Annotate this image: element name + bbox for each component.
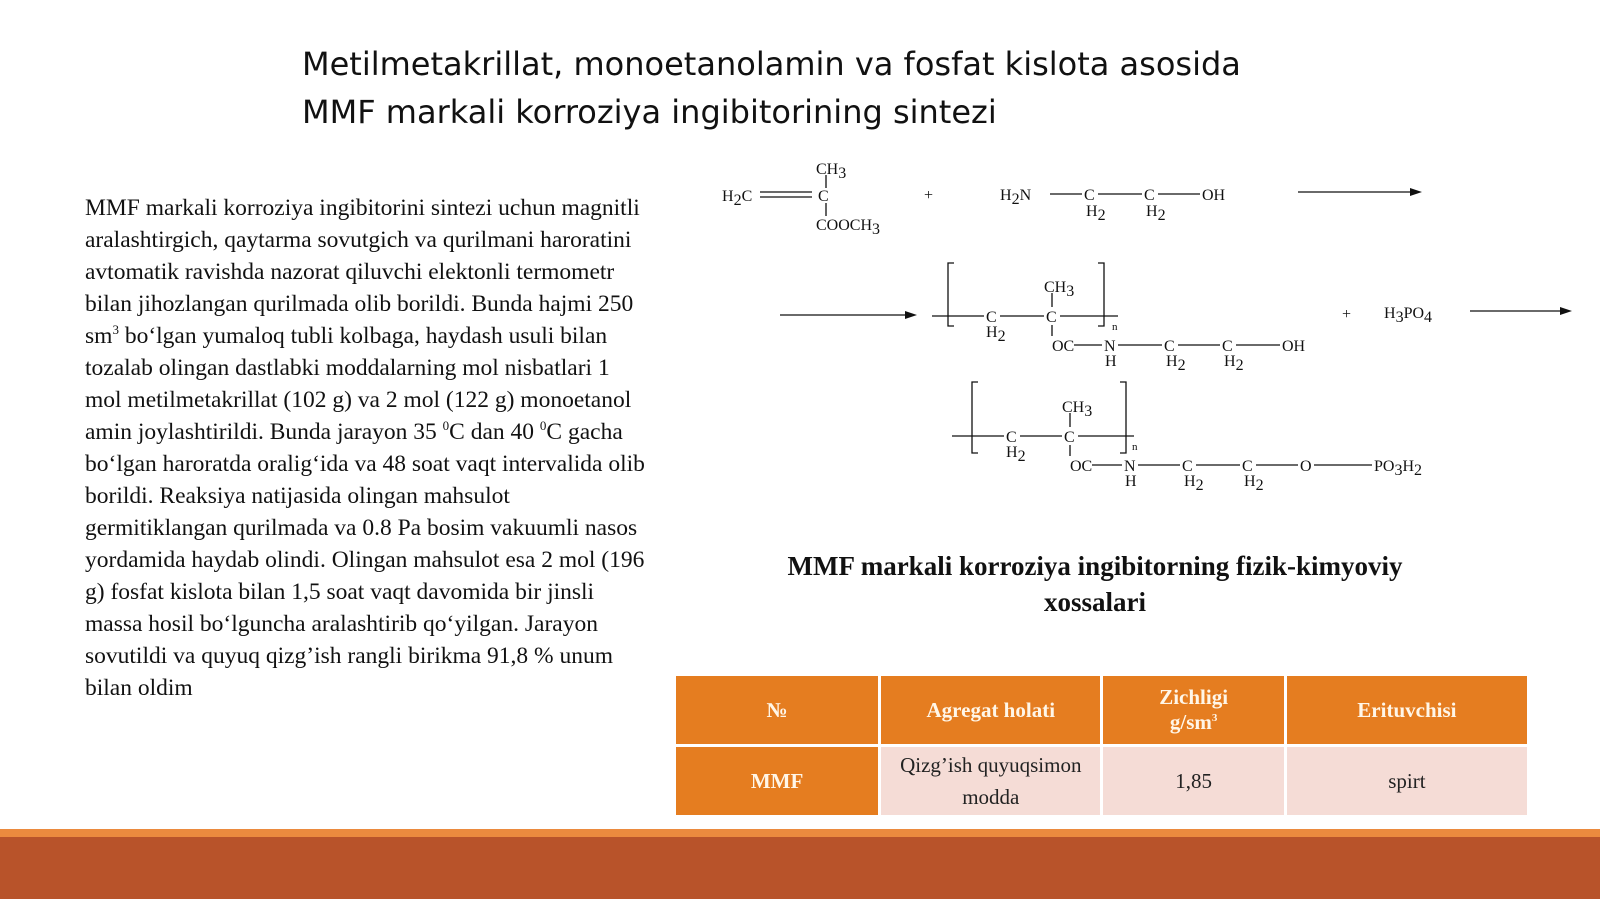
header-number: № [675, 675, 880, 746]
oc-label: OC [1052, 338, 1075, 355]
h2c-label: H2C [722, 188, 753, 209]
row-name: MMF [675, 746, 880, 817]
ch2-h-label: H2 [1224, 353, 1244, 374]
state-line-1: Qizg’ish quyuqsimon [900, 753, 1082, 777]
reaction-scheme [700, 150, 1580, 510]
ch2-h-label: H2 [1086, 203, 1106, 224]
nh-label: H [1125, 473, 1137, 490]
carbon-label: C [1164, 338, 1175, 355]
footer-accent-line [0, 829, 1600, 837]
nh-label: H [1105, 353, 1117, 370]
ch3-label: CH3 [1044, 279, 1075, 300]
ch3-label: CH3 [1062, 399, 1093, 420]
superscript: 3 [1211, 712, 1218, 724]
carbon-label: C [1064, 429, 1075, 446]
body-text-part: C dan 40 [449, 419, 540, 445]
state-line-2: modda [962, 785, 1020, 809]
ch2-h-label: H2 [1184, 473, 1204, 494]
ch3-label: CH3 [816, 161, 847, 182]
carbon-label: C [818, 188, 829, 205]
h3po4-label: H3PO4 [1384, 305, 1433, 326]
body-text-part: C gacha bo‘lgan haroratda oralig‘ida va 48 soat vaqt intervalida olib borildi. Reaksiya natijasida olingan mahsulot germitiklangan qurilmada va 0.8 Pa bosim vakuumli nasos yordamida haydab olindi. Olingan mahsulot esa 2 mol (196 g) fosfat kislota bilan 1,5 soat vaqt davomida bir jinsli massa hosil bo‘lguncha aralashtirib qo‘yilgan. Jarayon sovutildi va quyuq qizg’ish rangli birikma 91,8 % unum bilan oldim [85, 419, 645, 701]
ch2-h-label: H2 [1244, 473, 1264, 494]
carbon-label: C [1182, 458, 1193, 475]
nitrogen-label: N [1104, 338, 1116, 355]
cell-solvent: spirt [1285, 746, 1528, 817]
caption-line-2: xossalari [1043, 587, 1146, 617]
plus-sign: + [1342, 306, 1352, 323]
header-density [1102, 675, 1285, 746]
superscript: 0 [442, 418, 450, 434]
carbon-label: C [1222, 338, 1233, 355]
body-text-part: bo‘lgan yumaloq tubli kolbaga, haydash usuli bilan tozalab olingan dastlabki moddalarning mol nisbatlari 1 mol metilmetakrillat (102 g) va 2 mol (122 g) monoetanol amin joylashtirildi. Bunda jarayon 35 [85, 323, 632, 445]
oxygen-label: O [1300, 458, 1312, 475]
cell-density: 1,85 [1102, 746, 1285, 817]
carbon-label: C [1046, 309, 1057, 326]
table-caption [690, 548, 1500, 620]
oc-label: OC [1070, 458, 1093, 475]
ch2-h-label: H2 [986, 324, 1006, 345]
ch2-h-label: H2 [1006, 444, 1026, 465]
title-line-2: MMF markali korroziya ingibitorining sintezi [302, 93, 997, 131]
superscript: 0 [539, 418, 547, 434]
caption-line-1: MMF markali korroziya ingibitorning fizik-kimyoviy [787, 551, 1403, 581]
carbon-label: C [1006, 429, 1017, 446]
table-header-row [675, 675, 1529, 746]
oh-label: OH [1282, 338, 1306, 355]
header-solvent: Erituvchisi [1285, 675, 1528, 746]
title-line-1: Metilmetakrillat, monoetanolamin va fosfat kislota asosida [302, 45, 1241, 83]
footer-band [0, 837, 1600, 899]
polymer-index: n [1132, 441, 1138, 453]
table-row [675, 746, 1529, 817]
density-header-line-1: Zichligi [1159, 685, 1229, 709]
header-aggregate-state: Agregat holati [880, 675, 1102, 746]
synthesis-description [85, 192, 645, 704]
nitrogen-label: N [1124, 458, 1136, 475]
cell-aggregate-state [880, 746, 1102, 817]
carbon-label: C [1084, 187, 1095, 204]
oh-label: OH [1202, 187, 1226, 204]
ch2-h-label: H2 [1146, 203, 1166, 224]
h2n-label: H2N [1000, 187, 1032, 208]
properties-table [673, 673, 1530, 818]
po3h2-label: PO3H2 [1374, 458, 1423, 479]
carbon-label: C [1144, 187, 1155, 204]
body-text-part: MMF markali korroziya ingibitorini sintezi uchun magnitli aralashtirgich, qaytarma sovutgich va qurilmani haroratini avtomatik ravishda nazorat qiluvchi elektonli termometr bilan jihozlangan qurilmada olib borildi. Bunda hajmi 250 sm [85, 195, 640, 349]
slide-title [302, 40, 1402, 136]
carbon-label: C [1242, 458, 1253, 475]
plus-sign: + [924, 187, 934, 204]
polymer-index: n [1112, 321, 1118, 333]
carbon-label: C [986, 309, 997, 326]
density-header-line-2: $g/sm^3$ [1169, 710, 1218, 734]
superscript: 3 [112, 322, 119, 338]
cooch3-label: COOCH3 [816, 217, 881, 238]
ch2-h-label: H2 [1166, 353, 1186, 374]
